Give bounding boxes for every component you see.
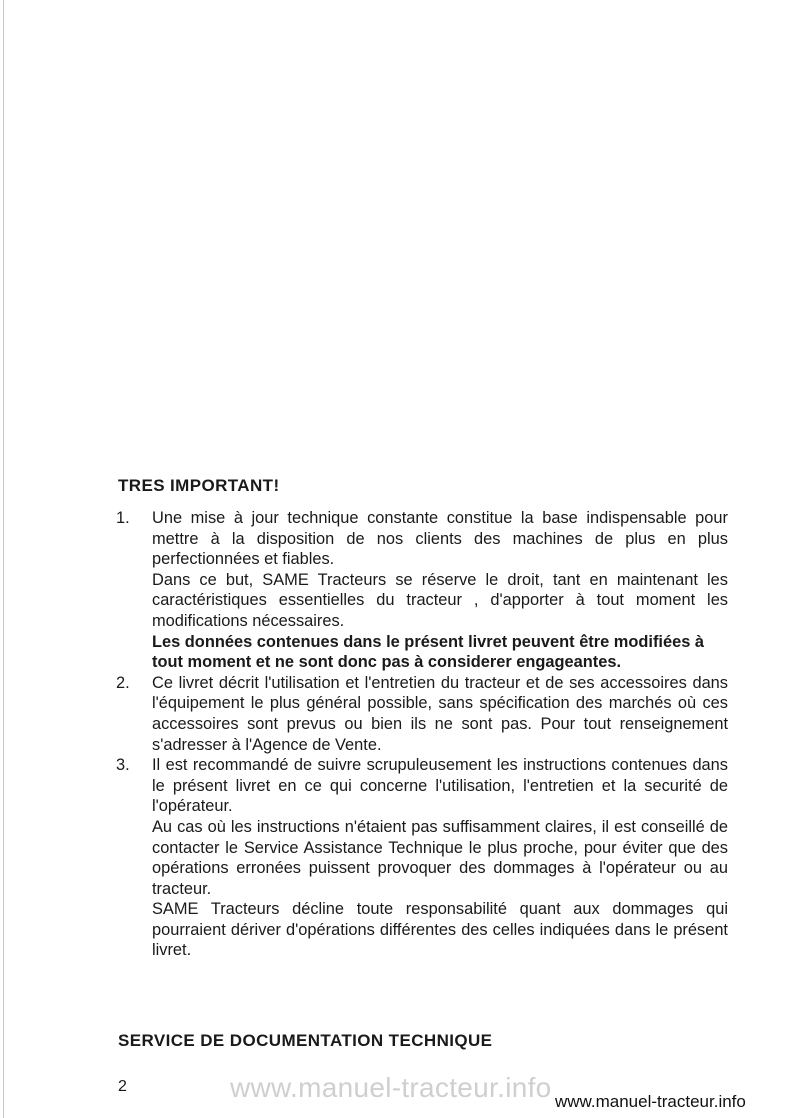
page-edge — [3, 0, 4, 1118]
notice-item-2 — [116, 673, 728, 755]
item-paragraph: Dans ce but, SAME Tracteurs se réserve le droit, tant en maintenant les caractéristiques essentielles du tracteur , d'apporter à tout moment les modifications nécessaires. — [152, 570, 728, 630]
item-number: 3. — [116, 756, 130, 775]
notice-list — [116, 508, 728, 961]
page-number: 2 — [118, 1078, 127, 1095]
footer-title: SERVICE DE DOCUMENTATION TECHNIQUE — [118, 1031, 493, 1050]
page-heading: TRES IMPORTANT! — [118, 476, 280, 495]
notice-item-1 — [116, 508, 728, 673]
watermark-large: www.manuel-tracteur.info — [230, 1072, 552, 1103]
item-paragraph-warning: Les données contenues dans le présent livret peuvent être modifiées à tout moment et ne sont donc pas à considerer engageantes. — [152, 632, 704, 672]
item-paragraph: Une mise à jour technique constante constitue la base indispensable pour mettre à la disposition de nos clients des machines de plus en plus perfectionnées et fiables. — [152, 509, 728, 569]
item-paragraph: Au cas où les instructions n'étaient pas suffisamment claires, il est conseillé de contacter le Service Assistance Technique le plus proche, pour éviter que des opérations erronées puissent provoquer des dommages à l'opérateur ou au tracteur. — [152, 817, 728, 898]
notice-item-3 — [116, 755, 728, 961]
watermark-small: www.manuel-tracteur.info — [555, 1092, 746, 1111]
item-paragraph: SAME Tracteurs décline toute responsabilité quant aux dommages qui pourraient dériver d'opérations différentes des celles indiquées dans le présent livret. — [152, 900, 728, 960]
item-paragraph: Il est recommandé de suivre scrupuleusement les instructions contenues dans le présent livret en ce qui concerne l'utilisation, l'entretien et la securité de l'opérateur. — [152, 756, 728, 816]
item-paragraph: Ce livret décrit l'utilisation et l'entretien du tracteur et de ses accessoires dans l'équipement le plus général possible, sans spécification des marchés où ces accessoires sont prevus ou bien ils ne sont pas. Pour tout renseignement s'adresser à l'Agence de Vente. — [152, 673, 728, 754]
item-number: 1. — [116, 509, 130, 527]
item-number: 2. — [116, 673, 130, 692]
